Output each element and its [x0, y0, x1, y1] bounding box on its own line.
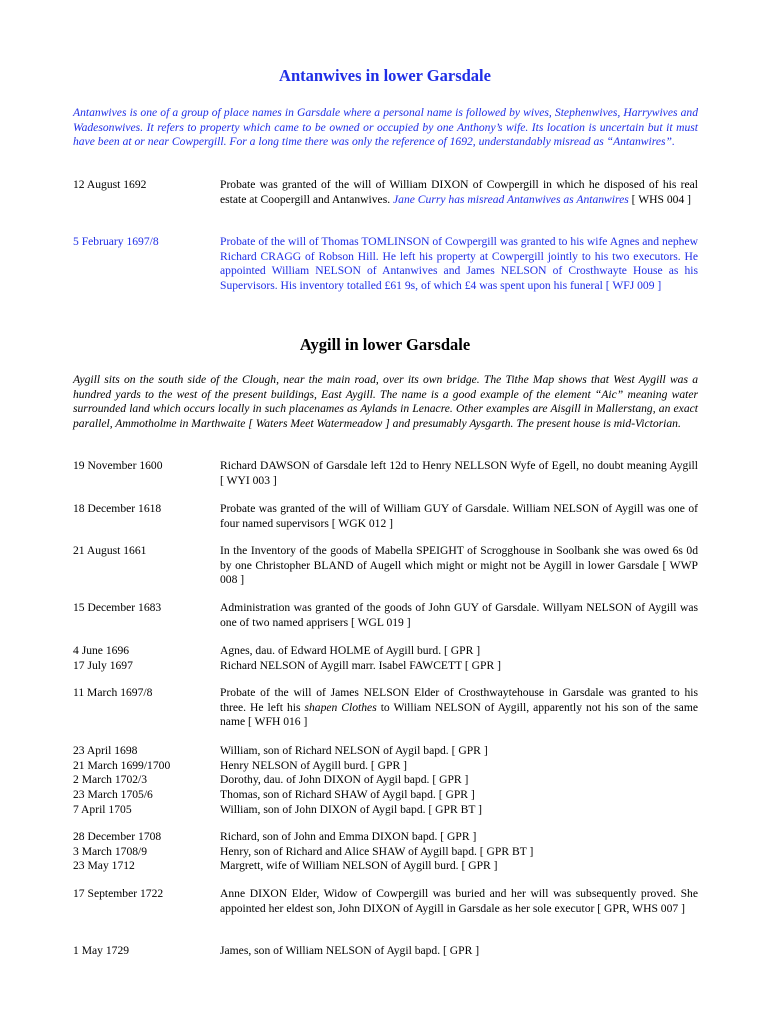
entry-line: Margrett, wife of William NELSON of Aygill burd. [ GPR ]: [220, 859, 498, 873]
entry-line: Thomas, son of Richard SHAW of Aygil bapd. [ GPR ]: [220, 788, 475, 802]
entry-line: William, son of John DIXON of Aygil bapd. [ GPR BT ]: [220, 802, 483, 816]
date-line: 7 April 1705: [73, 802, 132, 816]
entry-date: [73, 544, 213, 559]
entry-line: Richard DAWSON of Garsdale left 12d to Henry NELLSON Wyfe of Egell, no doubt meaning Aygill [ WYI 003 ]: [220, 459, 698, 487]
entry-date: [73, 744, 213, 818]
section-intro-antanwives: Antanwives is one of a group of place names in Garsdale where a personal name is followed by wives, Stephenwives, Harrywives and Wadesonwives. It refers to property which came to be owned or occupied by one Anthony’s wife. Its location is uncertain but it must have been at or near Cowpergill. For a long time there was only the reference of 1692, understandably misread as “Antanwires”.: [73, 106, 698, 149]
entry-line: Administration was granted of the goods of John GUY of Garsdale. Willyam NELSON of Aygill was one of two named apprisers [ WGL 019 ]: [220, 601, 698, 629]
entry-line: William, son of Richard NELSON of Aygil bapd. [ GPR ]: [220, 744, 488, 757]
date-line: 17 September 1722: [73, 887, 164, 900]
entry-line: Richard NELSON of Aygill marr. Isabel FAWCETT [ GPR ]: [220, 658, 501, 672]
entry-date: [73, 235, 213, 250]
date-line: 3 March 1708/9: [73, 844, 148, 858]
date-line: 17 July 1697: [73, 658, 133, 672]
entry-date: [73, 944, 213, 959]
entry-line: James, son of William NELSON of Aygil bapd. [ GPR ]: [220, 944, 480, 957]
entry-date: [73, 502, 213, 517]
date-line: 23 May 1712: [73, 859, 135, 873]
date-line: 28 December 1708: [73, 830, 162, 843]
date-line: 15 December 1683: [73, 601, 162, 614]
entry-line: In the Inventory of the goods of Mabella SPEIGHT of Scrogghouse in Soolbank she was owed 6s 0d by one Christopher BLAND of Augell which might or might not be Aygill in lower Garsdale [ WWP 008 ]: [220, 544, 698, 587]
entry-date: [73, 178, 213, 193]
entry-text: [220, 601, 698, 630]
date-line: 23 March 1705/6: [73, 788, 153, 802]
entry-text-italic: shapen Clothes: [304, 700, 377, 714]
date-line: 21 August 1661: [73, 544, 147, 557]
section-intro-aygill: Aygill sits on the south side of the Clough, near the main road, over its own bridge. The Tithe Map shows that West Aygill was a hundred yards to the west of the present buildings, East Aygill. The name is a good example of the element “Aic” meaning water surrounded land which occurs locally in such placenames as Aylands in Lenacre. Other examples are Aisgill in Mallerstang, an exact parallel, Ammotholme in Marthwaite [ Waters Meet Watermeadow ] and presumably Aysgarth. The present house is mid-Victorian.: [73, 373, 698, 431]
date-line: 18 December 1618: [73, 502, 162, 515]
entry-text: [220, 459, 698, 488]
entry-line: Richard, son of John and Emma DIXON bapd. [ GPR ]: [220, 830, 477, 843]
entry-text-part: Probate was granted of the will of William DIXON of Cowpergill in which he disposed of his real estate at Coopergill and Antanwives.: [220, 178, 698, 206]
entry-text: [220, 944, 698, 959]
section-title-antanwives: Antanwives in lower Garsdale: [279, 66, 491, 85]
entry-date: [73, 601, 213, 616]
entry-text: [220, 544, 698, 588]
entry-line: Henry NELSON of Aygill burd. [ GPR ]: [220, 758, 407, 772]
date-line: 4 June 1696: [73, 644, 130, 657]
entry-text: [220, 887, 698, 916]
date-line: 23 April 1698: [73, 744, 138, 757]
entry-date: [73, 830, 213, 874]
entry-line: Anne DIXON Elder, Widow of Cowpergill was buried and her will was subsequently proved. She appointed her eldest son, John DIXON of Aygill in Garsdale as her sole executor [ GPR, WHS 007 ]: [220, 887, 698, 915]
entry-text: Probate of the will of Thomas TOMLINSON of Cowpergill was granted to his wife Agnes and nephew Richard CRAGG of Robson Hill. He left his property at Cowpergill jointly to his two executors. He appointed William NELSON of Antanwives and James NELSON of Crosthwayte House as his Supervisors. His inventory totalled £61 9s, of which £4 was spent upon his funeral [ WFJ 009 ]: [220, 235, 698, 293]
entry-date: [73, 644, 213, 673]
entry-line: Probate was granted of the will of William GUY of Garsdale. William NELSON of Aygill was one of four named supervisors [ WGK 012 ]: [220, 502, 698, 530]
entry-text-part: Probate of the will of James NELSON Elder of Crosthwaytehouse in Garsdale was granted to his three. He left his: [220, 686, 698, 714]
entry-date: [73, 459, 213, 474]
entry-text-italic: Jane Curry has misread Antanwives as Antanwires: [393, 192, 629, 206]
entry-line: Dorothy, dau. of John DIXON of Aygil bapd. [ GPR ]: [220, 773, 469, 787]
entry-text: [220, 644, 698, 673]
date-line: 2 March 1702/3: [73, 773, 148, 787]
date-line: 21 March 1699/1700: [73, 758, 171, 772]
entry-date: [73, 686, 213, 701]
date-line: 19 November 1600: [73, 459, 163, 472]
date-line: 1 May 1729: [73, 944, 130, 957]
entry-text: [220, 744, 698, 818]
entry-line: Agnes, dau. of Edward HOLME of Aygill burd. [ GPR ]: [220, 644, 481, 657]
entry-text: [220, 686, 698, 730]
date-line: 11 March 1697/8: [73, 686, 153, 699]
entry-text: [220, 178, 698, 207]
date-line: 5 February 1697/8: [73, 235, 159, 248]
entry-date: [73, 887, 213, 902]
entry-text: [220, 830, 698, 874]
section-title-aygill: Aygill in lower Garsdale: [299, 335, 471, 354]
date-line: 12 August 1692: [73, 178, 147, 191]
entry-text-part: to William NELSON of Aygill, apparently not his son of the same name [ WFH 016 ]: [220, 700, 698, 729]
entry-text-part: [ WHS 004 ]: [628, 192, 692, 206]
entry-line: Henry, son of Richard and Alice SHAW of Aygill bapd. [ GPR BT ]: [220, 844, 534, 858]
entry-text: [220, 502, 698, 531]
